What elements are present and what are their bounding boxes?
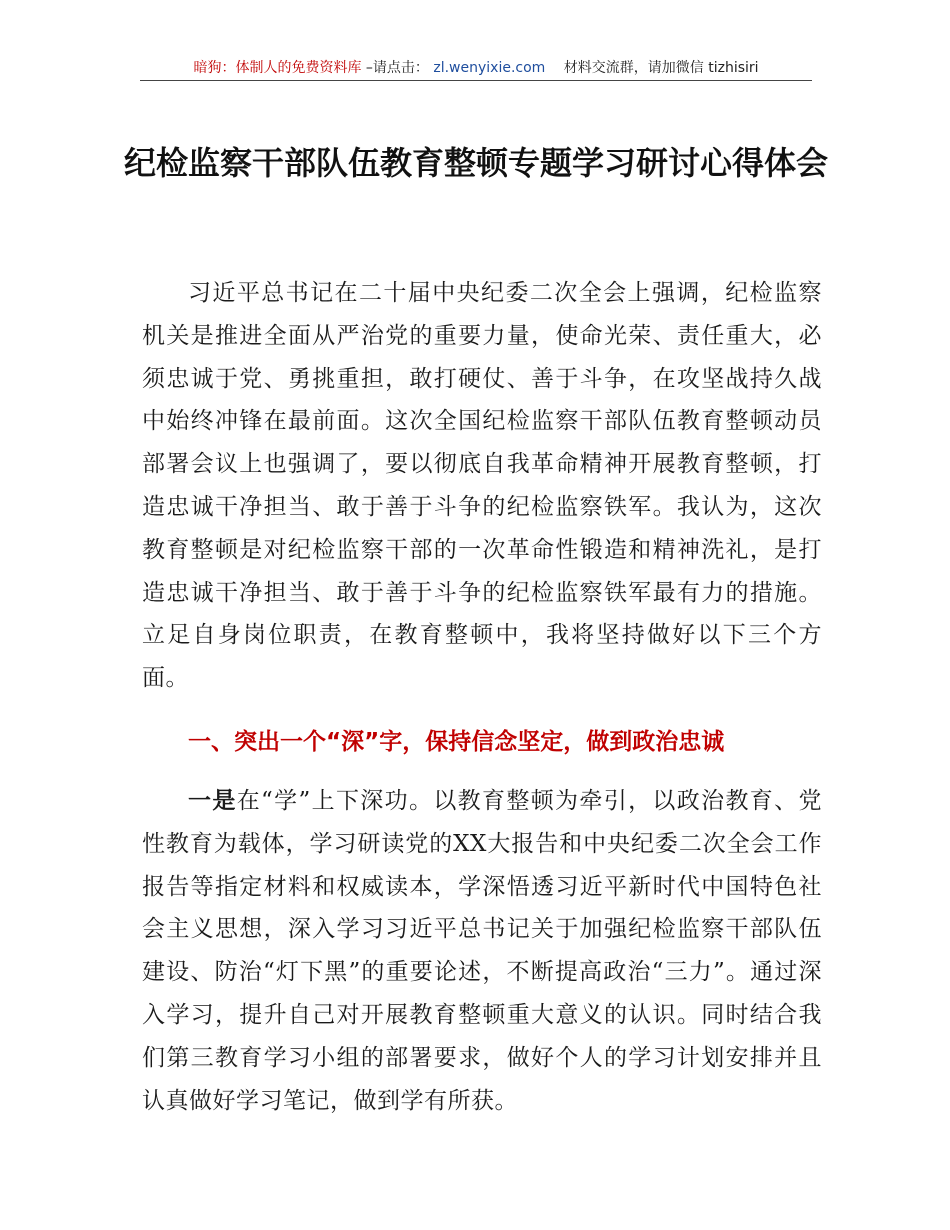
- paragraph-lead: 一是: [188, 788, 237, 814]
- section-1-paragraph: [142, 780, 822, 1122]
- intro-paragraph: 习近平总书记在二十届中央纪委二次全会上强调，纪检监察机关是推进全面从严治党的重要力量，使命光荣、责任重大，必须忠诚于党、勇挑重担，敢打硬仗、善于斗争，在攻坚战持久战中始终冲锋在最前面。这次全国纪检监察干部队伍教育整顿动员部署会议上也强调了，要以彻底自我革命精神开展教育整顿，打造忠诚干净担当、敢于善于斗争的纪检监察铁军。我认为，这次教育整顿是对纪检监察干部的一次革命性锻造和精神洗礼，是打造忠诚干净担当、敢于善于斗争的纪检监察铁军最有力的措施。立足自身岗位职责，在教育整顿中，我将坚持做好以下三个方面。: [142, 280, 822, 692]
- document-title: 纪检监察干部队伍教育整顿专题学习研讨心得体会: [123, 144, 828, 182]
- source-name: 暗狗：体制人的免费资料库: [193, 60, 362, 76]
- wechat-note: 材料交流群，请加微信 tizhisiri: [563, 60, 759, 76]
- click-prompt: –请点击：: [365, 60, 429, 76]
- section-heading-1: 一、突出一个“深”字，保持信念坚定，做到政治忠诚: [188, 729, 725, 755]
- source-link[interactable]: zl.wenyixie.com: [433, 60, 546, 76]
- paragraph-body: 在“学”上下深功。以教育整顿为牵引，以政治教育、党性教育为载体，学习研读党的XX大报告和中央纪委二次全会工作报告等指定材料和权威读本，学深悟透习近平新时代中国特色社会主义思想，深入学习习近平总书记关于加强纪检监察干部队伍建设、防治“灯下黑”的重要论述，不断提高政治“三力”。通过深入学习，提升自己对开展教育整顿重大意义的认识。同时结合我们第三教育学习小组的部署要求，做好个人的学习计划安排并且认真做好学习笔记，做到学有所获。: [142, 788, 822, 1114]
- source-header: [140, 58, 812, 80]
- header-divider: [140, 80, 812, 81]
